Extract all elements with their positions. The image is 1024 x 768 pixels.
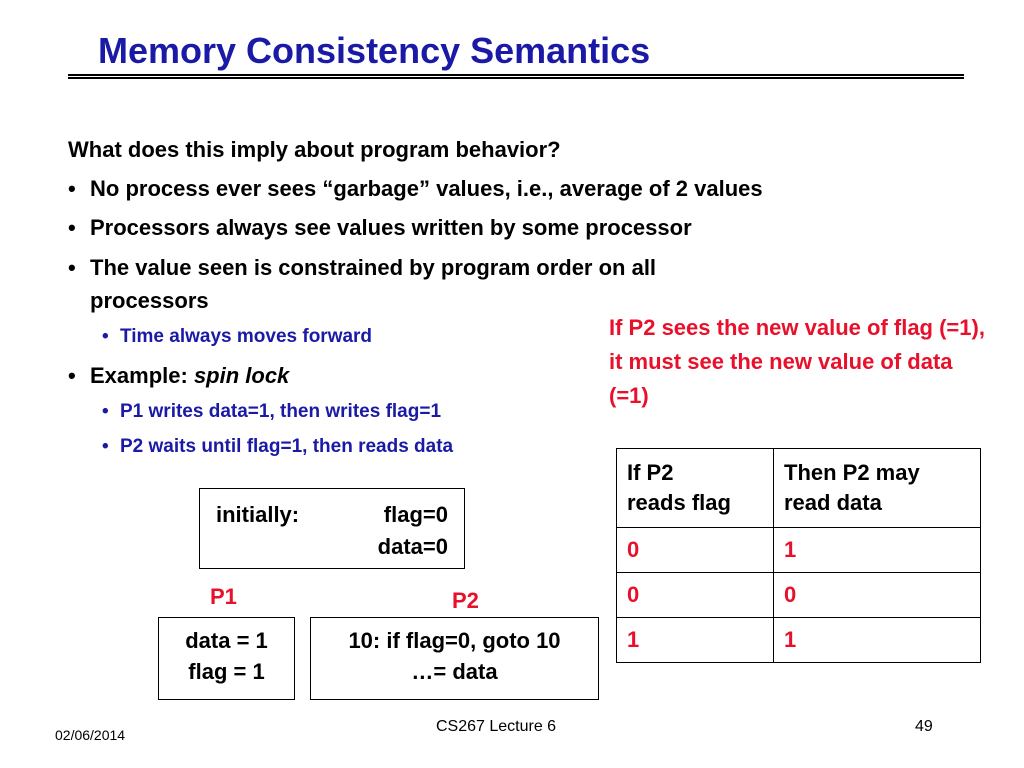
table-row (617, 573, 981, 618)
table-cell: 0 (617, 573, 774, 618)
quote-close: ” (418, 176, 430, 201)
red-note: If P2 sees the new value of flag (=1), it must see the new value of data (=1) (609, 315, 985, 408)
sub-bullet-1 (102, 326, 372, 348)
bullet-3-line1: The value seen is constrained by program order on all (90, 255, 657, 280)
bullet-4 (68, 363, 289, 389)
p2-line2: …= data (411, 659, 498, 684)
p2-line1: 10: if flag=0, goto 10 (348, 628, 561, 653)
sub-bullet-2-text: P1 writes data=1, then writes flag=1 (120, 401, 442, 422)
sub-bullet-marker: • (102, 436, 109, 457)
p1-line2: flag = 1 (188, 659, 265, 684)
header-1-line1: If P2 (627, 460, 674, 485)
slide-title: Memory Consistency Semantics (98, 30, 651, 71)
init-label: initially: (216, 502, 300, 527)
header-1-line2: reads flag (627, 490, 731, 515)
intro-question: What does this imply about program behavior? (68, 137, 561, 162)
quote-open: “ (322, 176, 334, 201)
bullet-3 (68, 255, 656, 281)
footer-page-number: 49 (915, 718, 933, 735)
p2-label: P2 (452, 588, 479, 613)
table-cell: 1 (774, 528, 981, 573)
table-header-cell (774, 449, 981, 528)
initial-state-box (199, 488, 465, 569)
bullet-marker: • (68, 215, 76, 240)
table-header-cell (617, 449, 774, 528)
bullet-1 (68, 176, 763, 202)
table-header-row (617, 449, 981, 528)
p2-code-box (310, 617, 599, 700)
table-cell: 0 (617, 528, 774, 573)
header-2-line2: read data (784, 490, 882, 515)
p1-line1: data = 1 (185, 628, 268, 653)
footer-lecture: CS267 Lecture 6 (436, 718, 557, 735)
init-data: data=0 (377, 534, 448, 559)
table-row (617, 618, 981, 663)
p1-label: P1 (210, 584, 237, 609)
bullet-4-text: Example: (90, 363, 194, 388)
bullet-1-quoted: garbage (333, 176, 419, 201)
sub-bullet-1-text: Time always moves forward (120, 326, 373, 347)
bullet-marker: • (68, 176, 76, 201)
init-flag: flag=0 (383, 502, 448, 527)
bullet-2 (68, 215, 692, 241)
title-underline (68, 74, 964, 79)
bullet-2-text: Processors always see values written by some processor (90, 215, 692, 240)
sub-bullet-2 (102, 401, 441, 423)
flag-data-table (616, 448, 981, 663)
table-cell: 0 (774, 573, 981, 618)
bullet-marker: • (68, 363, 76, 388)
bullet-marker: • (68, 255, 76, 280)
header-2-line1: Then P2 may (784, 460, 920, 485)
bullet-4-emphasis: spin lock (193, 363, 290, 388)
sub-bullet-3 (102, 436, 453, 458)
p1-code-box (158, 617, 295, 700)
table-cell: 1 (774, 618, 981, 663)
sub-bullet-3-text: P2 waits until flag=1, then reads data (120, 436, 454, 457)
table-cell: 1 (617, 618, 774, 663)
bullet-3-line2: processors (90, 288, 209, 313)
footer-date: 02/06/2014 (55, 727, 126, 743)
sub-bullet-marker: • (102, 326, 109, 347)
table-row (617, 528, 981, 573)
bullet-1-text-b: values, i.e., average of 2 values (429, 176, 763, 201)
bullet-1-text-a: No process ever sees (90, 176, 323, 201)
sub-bullet-marker: • (102, 401, 109, 422)
